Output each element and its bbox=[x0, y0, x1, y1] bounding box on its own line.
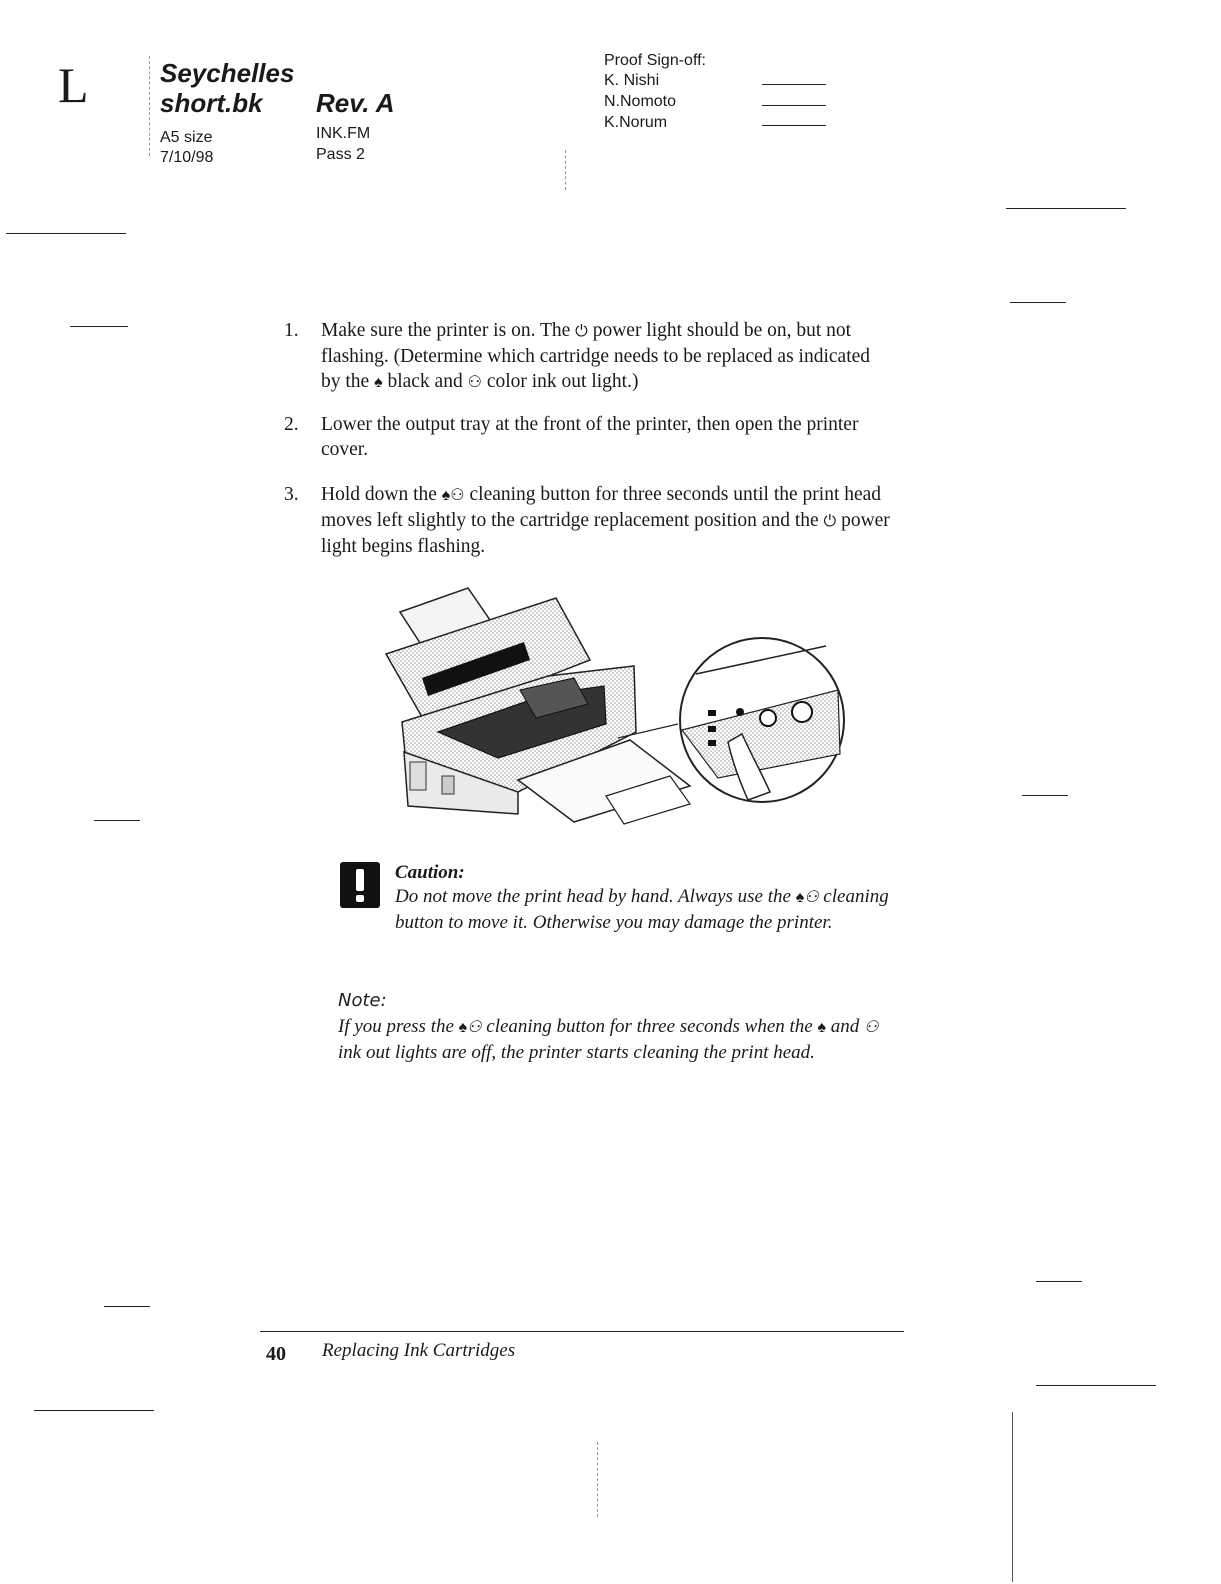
black-ink-icon: ♠ bbox=[374, 374, 383, 391]
signoff-line-2 bbox=[762, 105, 826, 106]
step-1 bbox=[284, 318, 894, 398]
crop-mark bbox=[1036, 1281, 1082, 1282]
power-icon: ⏻ bbox=[823, 513, 837, 530]
revision: Rev. A bbox=[316, 88, 395, 118]
printer-illustration bbox=[378, 582, 848, 834]
power-icon: ⏻ bbox=[575, 323, 588, 340]
header-date: 7/10/98 bbox=[160, 149, 214, 166]
crop-mark bbox=[6, 233, 126, 234]
cleaning-icon: ♠⚇ bbox=[441, 487, 465, 504]
header-divider bbox=[149, 56, 150, 156]
cleaning-icon: ♠⚇ bbox=[795, 889, 819, 906]
book-title-line2: short.bk bbox=[160, 88, 263, 118]
step-number: 2. bbox=[284, 414, 299, 435]
page-size: A5 size bbox=[160, 129, 213, 146]
proof-signoff-label: Proof Sign-off: bbox=[604, 52, 706, 69]
signer-3: K.Norum bbox=[604, 114, 668, 131]
color-ink-icon: ⚇ bbox=[467, 374, 482, 391]
black-ink-icon: ♠ bbox=[817, 1019, 826, 1036]
step-text: Lower the output tray at the front of the printer, then open the printer cover. bbox=[321, 414, 859, 460]
signoff-line-1 bbox=[762, 84, 826, 85]
step-3 bbox=[284, 482, 894, 562]
book-title-line1: Seychelles bbox=[160, 58, 295, 88]
crop-mark bbox=[34, 1410, 154, 1411]
crop-mark bbox=[1006, 208, 1126, 209]
caution-title: Caution: bbox=[395, 862, 465, 883]
signer-1: K. Nishi bbox=[604, 72, 660, 89]
center-mark-bottom bbox=[597, 1442, 598, 1517]
crop-mark bbox=[1036, 1385, 1156, 1386]
crop-mark bbox=[1022, 795, 1068, 796]
signoff-line-3 bbox=[762, 125, 826, 126]
step-2 bbox=[284, 412, 894, 464]
crop-mark bbox=[1010, 302, 1066, 303]
crop-mark-vertical bbox=[1012, 1412, 1013, 1582]
crop-mark bbox=[104, 1306, 150, 1307]
caution-icon bbox=[340, 862, 380, 908]
note-label: Note: bbox=[338, 990, 387, 1011]
signer-2: N.Nomoto bbox=[604, 93, 677, 110]
center-mark-top bbox=[565, 150, 566, 190]
crop-mark bbox=[70, 326, 128, 327]
step-number: 3. bbox=[284, 484, 299, 505]
cleaning-icon: ♠⚇ bbox=[458, 1019, 482, 1036]
step-text: Hold down the ♠⚇ cleaning button for three seconds until the print head moves left slightly to the cartridge replacement position and the ⏻ power light begins flashing. bbox=[321, 484, 890, 557]
margin-letter: L bbox=[58, 57, 89, 113]
pass-number: Pass 2 bbox=[316, 146, 365, 163]
note-text: If you press the ♠⚇ cleaning button for three seconds when the ♠ and ⚇ ink out lights are off, the printer starts cleaning the print head. bbox=[338, 1016, 879, 1063]
chapter-title: Replacing Ink Cartridges bbox=[322, 1340, 516, 1361]
step-number: 1. bbox=[284, 320, 299, 341]
footer-rule bbox=[260, 1331, 904, 1332]
crop-mark bbox=[94, 820, 140, 821]
caution-text: Do not move the print head by hand. Always use the ♠⚇ cleaning button to move it. Otherwise you may damage the printer. bbox=[395, 886, 889, 933]
file-name: INK.FM bbox=[316, 125, 371, 142]
step-text: Make sure the printer is on. The ⏻ power light should be on, but not flashing. (Determine which cartridge needs to be replaced as indicated by the ♠ black and ⚇ color ink out light.) bbox=[321, 320, 871, 392]
page-number: 40 bbox=[266, 1343, 286, 1365]
color-ink-icon: ⚇ bbox=[863, 1019, 879, 1036]
